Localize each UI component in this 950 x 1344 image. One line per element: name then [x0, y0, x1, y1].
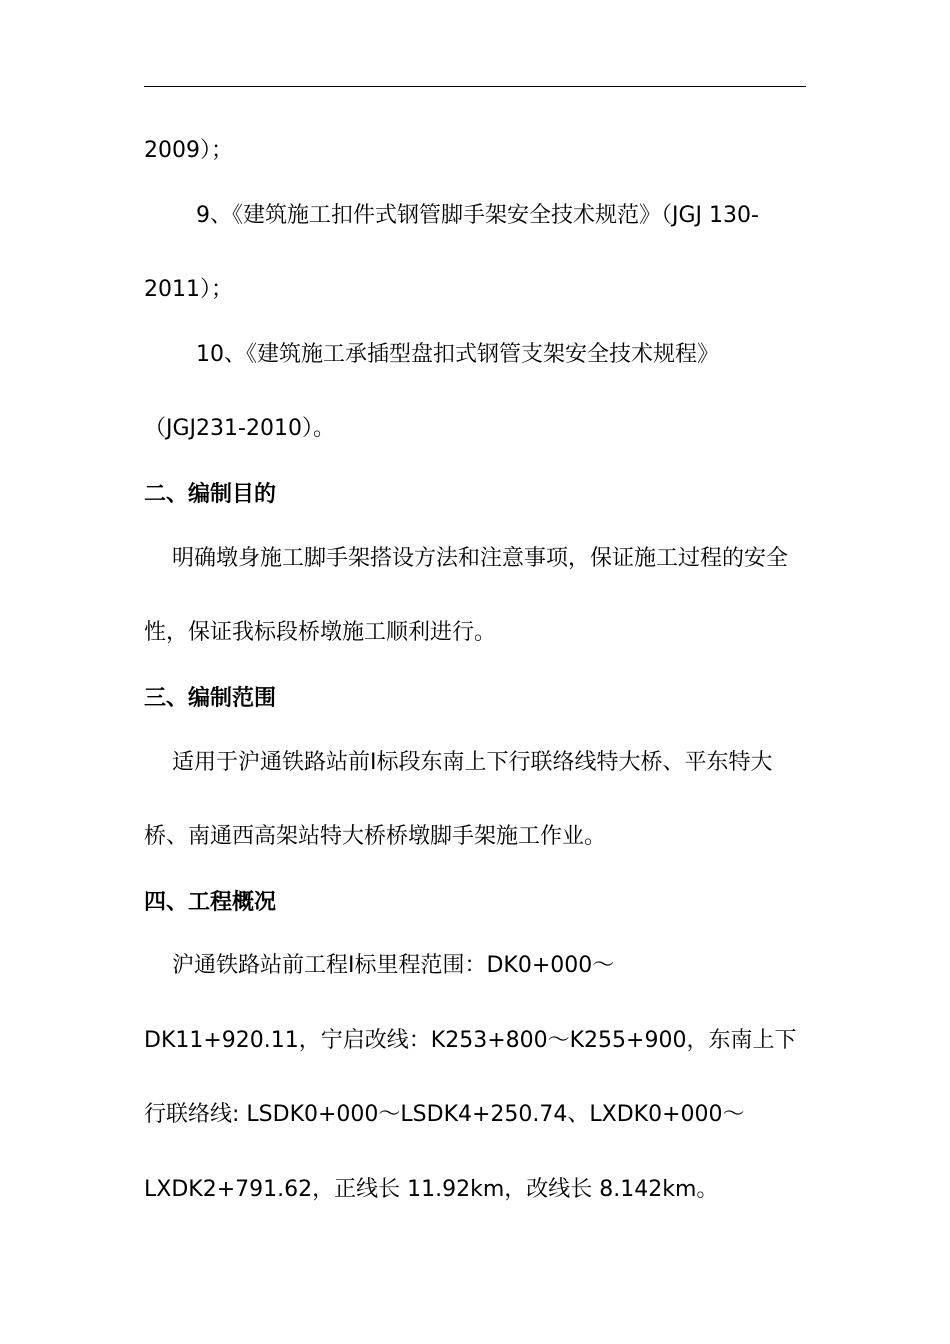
section-heading-overview: 四、工程概况	[144, 890, 277, 915]
header-rule	[144, 86, 806, 87]
paragraph-line: DK11+920.11，宁启改线：K253+800～K255+900，东南上下	[144, 1028, 797, 1053]
text-line: 2009）；	[144, 138, 233, 163]
paragraph-line: 桥、南通西高架站特大桥桥墩脚手架施工作业。	[144, 824, 607, 849]
paragraph-line: LXDK2+791.62，正线长 11.92km，改线长 8.142km。	[144, 1177, 719, 1202]
reference-item-10: 10、《建筑施工承插型盘扣式钢管支架安全技术规程》	[196, 342, 719, 367]
section-heading-scope: 三、编制范围	[144, 686, 277, 711]
paragraph-line: 适用于沪通铁路站前Ⅰ标段东南上下行联络线特大桥、平东特大	[172, 750, 773, 775]
reference-item-9: 9、《建筑施工扣件式钢管脚手架安全技术规范》（JGJ 130-	[196, 203, 759, 228]
paragraph-line: 沪通铁路站前工程Ⅰ标里程范围：DK0+000～	[172, 953, 615, 978]
paragraph-line: 行联络线: LSDK0+000～LSDK4+250.74、LXDK0+000～	[144, 1102, 745, 1127]
text-line: 2011）；	[144, 277, 233, 302]
paragraph-line: 明确墩身施工脚手架搭设方法和注意事项，保证施工过程的安全	[172, 546, 789, 571]
paragraph-line: 性，保证我标段桥墩施工顺利进行。	[144, 620, 497, 645]
text-line: （JGJ231-2010）。	[144, 416, 335, 441]
section-heading-purpose: 二、编制目的	[144, 482, 277, 507]
